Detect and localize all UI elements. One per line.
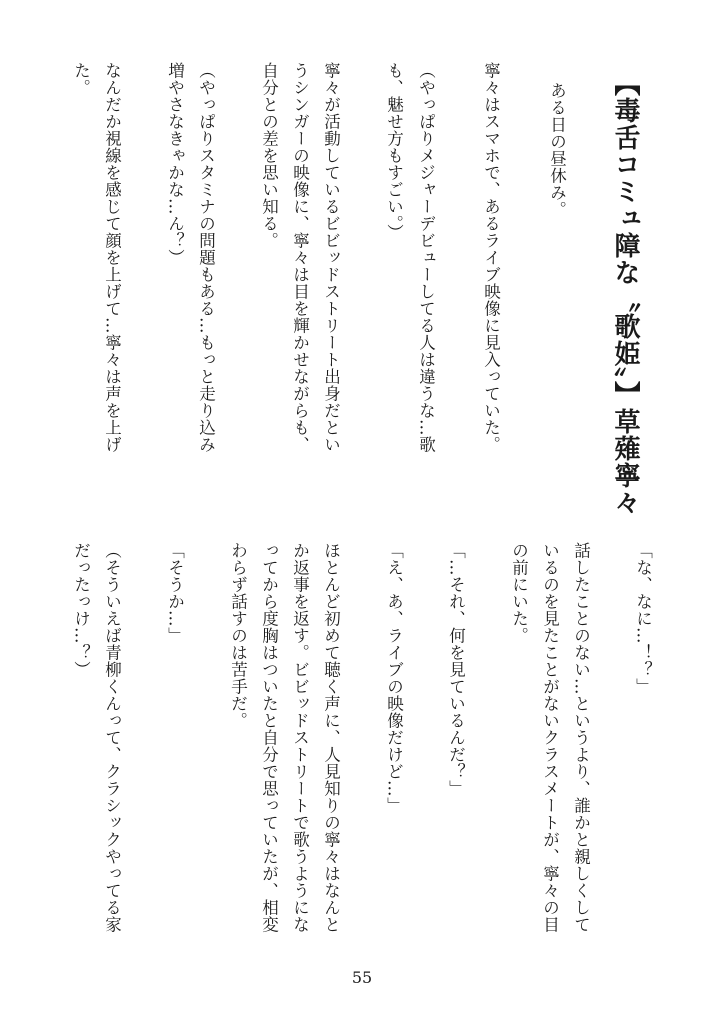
text-column: （やっぱりメジャーデビューしてる人は違うな…歌	[416, 62, 436, 453]
text-column: 「え、あ、ライブの映像だけど…」	[384, 542, 404, 814]
text-column: 増やさなきゃかな…ん？）	[165, 62, 185, 266]
text-column: うシンガーの映像に、寧々は目を輝かせながらも、	[290, 62, 310, 453]
text-column: 「そうか…」	[165, 542, 185, 644]
page-number: 55	[351, 968, 373, 987]
text-column: 自分との差を思い知る。	[259, 62, 279, 249]
text-column: ってから度胸はついたと自分で思っていたが、相変	[259, 542, 279, 933]
text-column: の前にいた。	[509, 542, 529, 644]
text-column: いるのを見たことがないクラスメートが、寧々の目	[540, 542, 560, 933]
text-column: 「な、なに…！？」	[633, 542, 653, 695]
text-column: （そういえば青柳くんって、クラシックやってる家	[102, 542, 122, 933]
chapter-title: 【毒舌コミュ障な〝歌姫〟】草薙寧々	[610, 70, 640, 516]
text-column: わらず話すのは苦手だ。	[228, 542, 248, 729]
text-column: （やっぱりスタミナの問題もある…もっと走り込み	[196, 62, 216, 453]
text-column: も、魅せ方もすごい。）	[384, 62, 404, 241]
text-column: 「…それ、何を見ているんだ？」	[446, 542, 466, 797]
text-column: なんだか視線を感じて顔を上げて…寧々は声を上げ	[102, 62, 122, 453]
text-column: 寧々が活動しているビビッドストリート出身だとい	[321, 62, 341, 453]
text-column: だったっけ…？）	[71, 542, 91, 678]
text-column: 話したことのない…というより、誰かと親しくして	[571, 542, 591, 933]
text-column: 寧々はスマホで、あるライブ映像に見入っていた。	[481, 62, 501, 453]
text-column: ほとんど初めて聴く声に、人見知りの寧々はなんと	[321, 542, 341, 933]
text-column: た。	[71, 62, 91, 96]
text-column: ある日の昼休み。	[547, 82, 567, 218]
text-column: か返事を返す。ビビッドストリートで歌うようにな	[290, 542, 310, 933]
